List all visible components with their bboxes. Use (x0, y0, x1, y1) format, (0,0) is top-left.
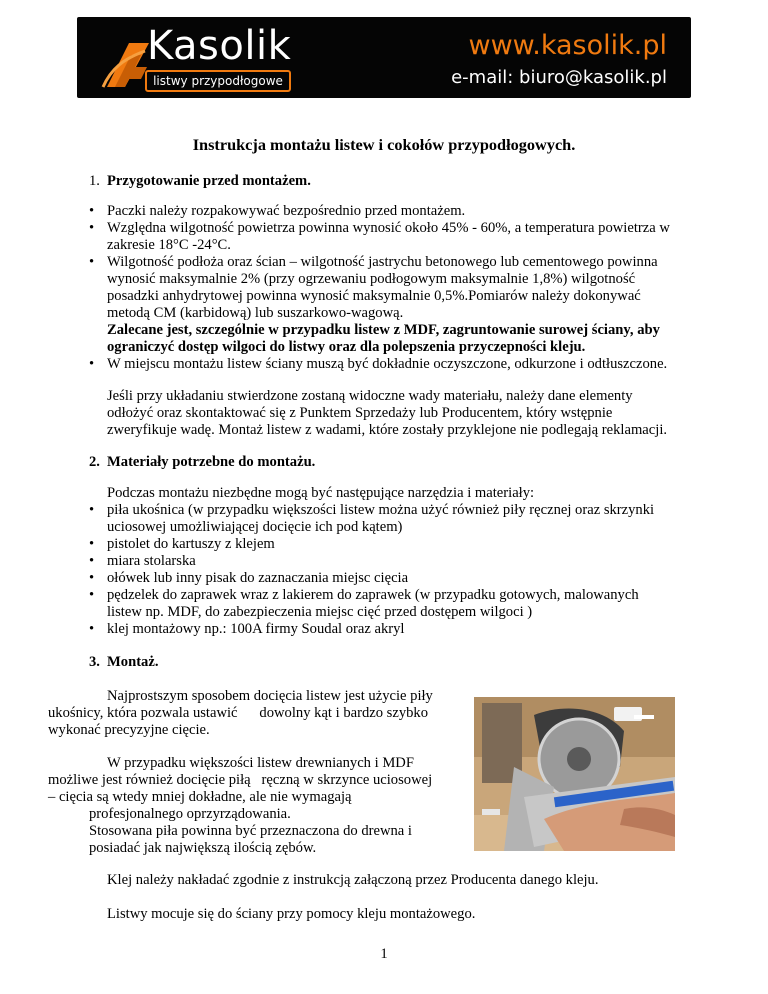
list-item-emphasis: ograniczyć dostęp wilgoci do listwy oraz dla polepszenia przyczepności kleju. (107, 339, 586, 355)
list-item-continuation: posadzki anhydrytowej powinna wynosić maksymalnie 0,5%.Pomiarów należy dokonywać (107, 288, 641, 304)
note-line: zweryfikuje wadę. Montaż listew z wadami, które zostały przyklejone nie podlegają reklamacji. (107, 422, 668, 438)
list-item-continuation: zakresie 18°C -24°C. (107, 237, 231, 253)
list-item: miara stolarska (107, 553, 196, 569)
paragraph-line: Klej należy nakładać zgodnie z instrukcją załączoną przez Producenta danego kleju. (107, 872, 599, 888)
list-item: W miejscu montażu listew ściany muszą być dokładnie oczyszczone, odkurzone i odtłuszczone. (107, 356, 668, 372)
bullet-marker: • (89, 570, 95, 586)
page-title: Instrukcja montażu listew i cokołów przypodłogowych. (192, 135, 576, 154)
note-line: Jeśli przy układaniu stwierdzone zostaną widoczne wady materiału, należy dane elementy (107, 388, 633, 404)
paragraph-line: W przypadku większości listew drewnianych i MDF (107, 755, 414, 771)
brand-tagline: listwy przypodłogowe (145, 70, 291, 92)
paragraph-line: Najprostszym sposobem docięcia listew jest użycie piły (107, 688, 433, 704)
list-item-continuation: listew np. MDF, do zabezpieczenia miejsc cięć przed dostępem wilgoci ) (107, 604, 533, 620)
list-item-continuation: wynosić maksymalnie 2% (przy ogrzewaniu podłogowym maksymalnie 1,8%) wilgotność (107, 271, 636, 287)
paragraph-line: profesjonalnego oprzyrządowania. (89, 806, 291, 822)
note-line: odłożyć oraz skontaktować się z Punktem Sprzedaży lub Producentem, który wstępnie (107, 405, 613, 421)
section2-intro: Podczas montażu niezbędne mogą być następujące narzędzia i materiały: (107, 485, 535, 501)
email-link[interactable]: e-mail: biuro@kasolik.pl (451, 67, 667, 88)
section2-number: 2. (89, 454, 100, 470)
list-item: Wilgotność podłoża oraz ścian – wilgotność jastrychu betonowego lub cementowego powinna (107, 254, 658, 270)
list-item: Paczki należy rozpakowywać bezpośrednio przed montażem. (107, 203, 466, 219)
list-item-continuation: uciosowej umożliwiającej docięcie ich pod kątem) (107, 519, 403, 535)
bullet-marker: • (89, 621, 95, 637)
miter-saw-photo (474, 697, 675, 851)
list-item: klej montażowy np.: 100A firmy Soudal oraz akryl (107, 621, 405, 637)
paragraph-line: możliwe jest również docięcie piłą ręczną w skrzynce uciosowej (48, 772, 433, 788)
bullet-marker: • (89, 356, 95, 372)
list-item-continuation: metodą CM (karbidową) lub suszarkowo-wagową. (107, 305, 404, 321)
paragraph-line: posiadać jak największą ilością zębów. (89, 840, 317, 856)
list-item: ołówek lub inny pisak do zaznaczania miejsc cięcia (107, 570, 409, 586)
paragraph-line: ukośnicy, która pozwala ustawić dowolny kąt i bardzo szybko (48, 705, 429, 721)
brand-name: Kasolik (147, 23, 292, 69)
bullet-marker: • (89, 220, 95, 236)
bullet-marker: • (89, 587, 95, 603)
list-item: piła ukośnica (w przypadku większości listew można użyć również piły ręcznej oraz skrzynki (107, 502, 655, 518)
bullet-marker: • (89, 203, 95, 219)
bullet-marker: • (89, 553, 95, 569)
bullet-marker: • (89, 254, 95, 270)
paragraph-line: wykonać precyzyjne cięcie. (48, 722, 210, 738)
page-number: 1 (380, 946, 388, 962)
website-link[interactable]: www.kasolik.pl (468, 30, 667, 61)
bullet-marker: • (89, 502, 95, 518)
section1-heading: Przygotowanie przed montażem. (107, 173, 311, 189)
section2-heading: Materiały potrzebne do montażu. (107, 454, 316, 470)
list-item: pędzelek do zaprawek wraz z lakierem do zaprawek (w przypadku gotowych, malowanych (107, 587, 639, 603)
header-banner (77, 17, 691, 98)
bullet-marker: • (89, 536, 95, 552)
section3-number: 3. (89, 654, 100, 670)
paragraph-line: – cięcia są wtedy mniej dokładne, ale nie wymagają (48, 789, 352, 805)
paragraph-line: Stosowana piła powinna być przeznaczona do drewna i (89, 823, 412, 839)
paragraph-line: Listwy mocuje się do ściany przy pomocy kleju montażowego. (107, 906, 476, 922)
section1-number: 1. (89, 173, 100, 189)
list-item: Względna wilgotność powietrza powinna wynosić około 45% - 60%, a temperatura powietrza w (107, 220, 670, 236)
list-item: pistolet do kartuszy z klejem (107, 536, 275, 552)
list-item-emphasis: Zalecane jest, szczególnie w przypadku listew z MDF, zagruntowanie surowej ściany, aby (107, 322, 660, 338)
section3-heading: Montaż. (107, 654, 159, 670)
